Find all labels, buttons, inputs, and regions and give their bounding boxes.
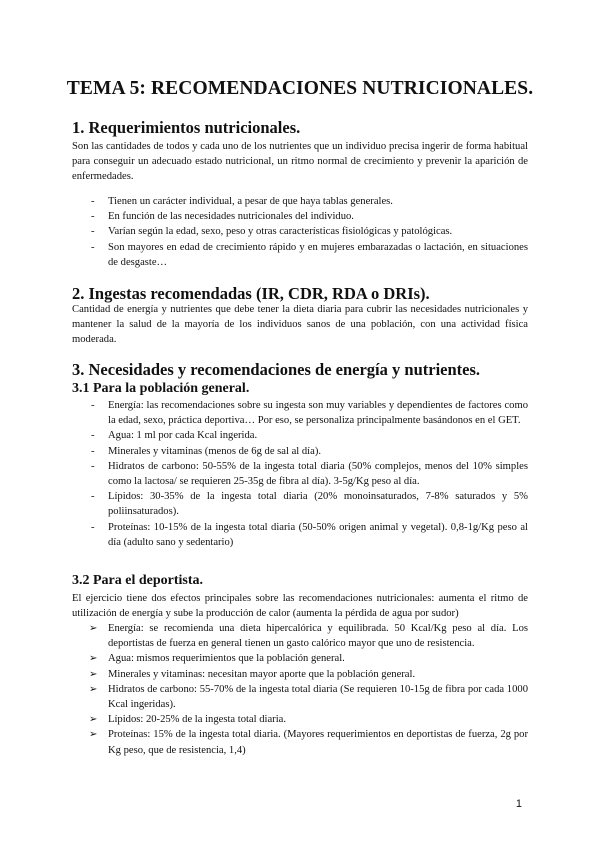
dash-marker: - [91,226,95,238]
list-item: - Son mayores en edad de crecimiento rápido y en mujeres embarazadas o lactación, en situaciones de desgaste… [91,241,528,268]
dash-marker: - [91,521,95,533]
arrow-bullet-icon: ➢ [89,729,98,741]
dash-marker: - [91,196,95,207]
section2-heading: 2. Ingestas recomendadas (IR, CDR, RDA o DRIs). [72,284,430,303]
list-item: - Tienen un carácter individual, a pesar de que haya tablas generales. [72,194,528,209]
list-item: ➢ Minerales y vitaminas: necesitan mayor aporte que la población general. [72,667,528,682]
dash-marker: - [91,445,95,457]
arrow-bullet-icon: ➢ [89,714,98,726]
page-title: TEMA 5: RECOMENDACIONES NUTRICIONALES. [66,78,534,99]
list-item: ➢ Hidratos de carbono: 55-70% de la ingesta total diaria (Se requieren 10-15g de fibra por cada 1000 Kcal ingeridas). [89,683,528,711]
arrow-bullet-icon: ➢ [89,653,98,665]
list-item: ➢ Lípidos: 20-25% de la ingesta total diaria. [72,712,528,727]
page-number: 1 [515,798,522,810]
list-item: ➢ Proteínas: 15% de la ingesta total diaria. (Mayores requerimientos en deportistas de fuerza, 2g por Kg peso, que de resistencia, 1,4) [89,729,528,756]
section1-bullet-list [72,194,528,270]
dash-marker: - [91,241,95,253]
section3-heading: 3. Necesidades y recomendaciones de energía y nutrientes. [72,360,481,379]
list-item: - Proteínas: 10-15% de la ingesta total diaria (50-50% origen animal y vegetal). 0,8-1g/Kg peso al día (adulto sano y sedentario) [91,521,528,548]
section3-2-arrow-list [72,621,528,758]
list-item: - Minerales y vitaminas (menos de 6g de sal al día). [72,444,528,459]
section1-heading: 1. Requerimientos nutricionales. [72,118,301,137]
dash-marker: - [91,211,95,223]
subsection-3-1-heading: 3.1 Para la población general. [72,381,250,396]
section1-intro: Son las cantidades de todos y cada uno de los nutrientes que un individuo precisa ingerir de forma habitual para conseguir un adecuado estado nutricional, un ritmo normal de crecimiento y prevenir la aparición de enfermedades. [72,141,528,183]
list-item: ➢ Energía: se recomienda una dieta hipercalórica y equilibrada. 50 Kcal/Kg peso al día. Los deportistas de fuerza en general tienen un gasto calórico mayor que uno de resistencia. [89,623,528,650]
dash-marker: - [91,491,95,503]
section3-2-intro: El ejercicio tiene dos efectos principales sobre las recomendaciones nutricionales: aumenta el ritmo de utilización de energía y sube la producción de calor (aumenta la pérdida de agua por sudor) [72,593,528,620]
dash-marker: - [91,400,95,411]
list-item: - Varían según la edad, sexo, peso y otras características fisiológicas y patológicas. [72,224,528,239]
dash-marker: - [91,460,95,472]
dash-marker: - [91,430,95,442]
arrow-bullet-icon: ➢ [89,683,98,695]
list-item: - Energía: las recomendaciones sobre su ingesta son muy variables y dependientes de factores como la edad, sexo, práctica deportiva… Por eso, se personaliza principalmente basándonos en el GET. [91,400,528,427]
list-item: - Hidratos de carbono: 50-55% de la ingesta total diaria (50% complejos, menos del 10% simples como la lactosa/ se requieren 25-35g de fibra al día). 3-5g/Kg peso al día. [91,460,528,488]
subsection-3-2-heading: 3.2 Para el deportista. [72,573,204,588]
arrow-bullet-icon: ➢ [89,668,98,680]
list-item: ➢ Agua: mismos requerimientos que la población general. [72,651,528,666]
list-item: - Lípidos: 30-35% de la ingesta total diaria (20% monoinsaturados, 7-8% saturados y 5% poliinsaturados). [91,491,528,518]
list-item: - En función de las necesidades nutricionales del individuo. [72,209,528,224]
section2-intro: Cantidad de energía y nutrientes que debe tener la dieta diaria para cubrir las necesidades nutricionales y mantener la salud de la mayoría de los individuos sanos de una población, con una actividad física moderada. [72,304,528,346]
section3-1-bullet-list [72,398,528,550]
list-item: - Agua: 1 ml por cada Kcal ingerida. [72,428,528,443]
arrow-bullet-icon: ➢ [89,623,98,634]
